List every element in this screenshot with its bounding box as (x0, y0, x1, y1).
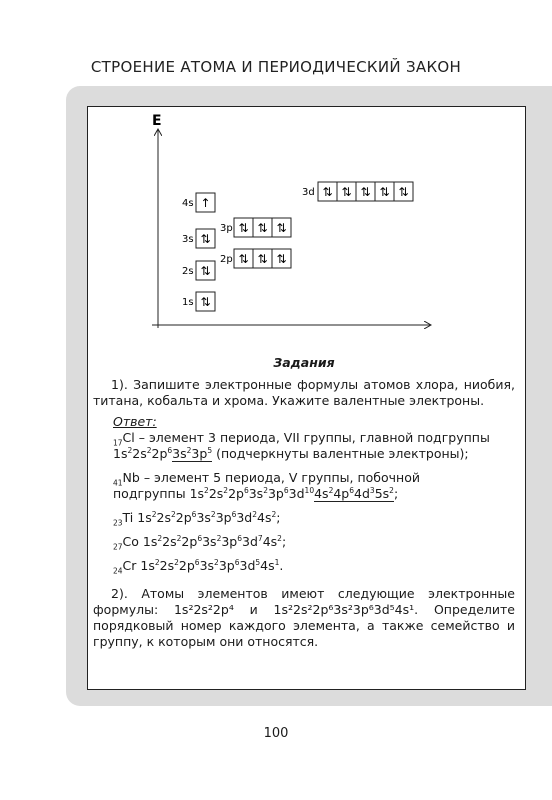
co-formula: $_{27}$Co $1s^22s^22p^63s^23p^63d^74s^2$; (113, 533, 287, 552)
electron-arrows: ⇅ (341, 185, 352, 199)
answer-block (93, 414, 515, 574)
electron-arrows: ⇅ (257, 221, 268, 235)
nb-description: $_{41}$Nb – элемент 5 периода, V группы, побочной (113, 470, 420, 488)
orbital-label-4s: 4s (182, 198, 194, 209)
orbital-label-1s: 1s (182, 297, 194, 308)
orbital-label-3d: 3d (302, 187, 315, 198)
task-2: 2). Атомы элементов имеют следующие электронные формулы: 1s²2s²2p⁴ и 1s²2s²2p⁶3s²3p⁶3d⁵4s¹. Определите порядковый номер каждого элемента, а также семейство и группу, к которым они относятся. (93, 586, 515, 649)
cr-formula: $_{24}$Cr $1s^22s^22p^63s^23p^63d^54s^1$. (113, 557, 284, 576)
tasks-section (93, 355, 515, 650)
cl-formula: $1s^22s^22p^63s^23p^5$ (подчеркнуты валентные электроны); (113, 445, 469, 461)
electron-arrows: ⇅ (379, 185, 390, 199)
energy-axis-label: E (152, 113, 162, 129)
task-1: 1). Запишите электронные формулы атомов хлора, ниобия, титана, кобальта и хрома. Укажите валентные электроны. (93, 377, 515, 408)
electron-arrows: ⇅ (200, 264, 211, 278)
electron-arrows: ⇅ (200, 232, 211, 246)
ti-formula: $_{23}$Ti $1s^22s^22p^63s^23p^63d^24s^2$; (113, 509, 281, 528)
orbital-label-3s: 3s (182, 234, 194, 245)
section-title: Задания (273, 355, 335, 370)
electron-arrows: ⇅ (238, 252, 249, 266)
orbital-label-3p: 3p (220, 223, 233, 234)
nb-formula: подгруппы $1s^22s^22p^63s^23p^63d^{10}4s^24p^64d^35s^2$; (113, 485, 399, 501)
electron-arrows: ⇅ (200, 295, 211, 309)
electron-arrows: ⇅ (276, 252, 287, 266)
cl-description: $_{17}$Cl – элемент 3 периода, VII группы, главной подгруппы (113, 430, 490, 448)
electron-arrows: ⇅ (276, 221, 287, 235)
orbital-diagram (0, 0, 552, 360)
electron-arrows: ↑ (200, 196, 211, 210)
orbital-label-2p: 2p (220, 254, 233, 265)
orbital-label-2s: 2s (182, 266, 194, 277)
running-header: СТРОЕНИЕ АТОМА И ПЕРИОДИЧЕСКИЙ ЗАКОН (90, 58, 462, 76)
page-number: 100 (263, 726, 289, 741)
answer-label: Ответ: (113, 414, 157, 429)
electron-arrows: ⇅ (238, 221, 249, 235)
electron-arrows: ⇅ (360, 185, 371, 199)
electron-arrows: ⇅ (398, 185, 409, 199)
electron-arrows: ⇅ (322, 185, 333, 199)
electron-arrows: ⇅ (257, 252, 268, 266)
